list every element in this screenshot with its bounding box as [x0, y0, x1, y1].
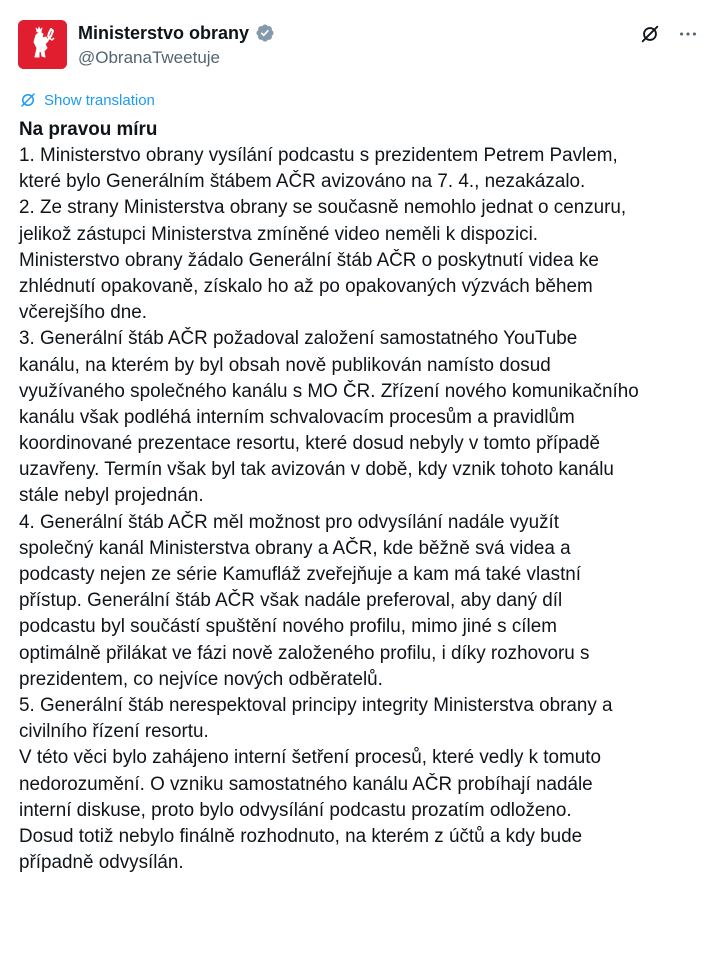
tweet-line: civilního řízení resortu.: [19, 721, 209, 743]
tweet-line: koordinované prezentace resortu, které dosud nebyly v tomto případě: [19, 433, 600, 455]
account-handle[interactable]: @ObranaTweetuje: [78, 48, 221, 67]
tweet-line: které bylo Generálním štábem AČR avizováno na 7. 4., nezakázalo.: [19, 171, 586, 193]
tweet-line: podcastu byl součástí spuštění nového profilu, mimo jiné s cílem: [19, 616, 557, 638]
account-info: [78, 21, 275, 68]
tweet-line: prezidentem, co nejvíce nových odběratelů.: [19, 668, 383, 690]
header-actions: [638, 22, 700, 46]
tweet-line: 1. Ministerstvo obrany vysílání podcastu s prezidentem Petrem Pavlem,: [19, 145, 618, 166]
show-translation-label[interactable]: Show translation: [44, 91, 155, 109]
tweet-title: Na pravou míru: [19, 119, 158, 140]
tweet-text: [19, 117, 719, 876]
tweet-header: [18, 20, 708, 70]
tweet-line: nedorozumění. O vzniku samostatného kanálu AČR probíhají nadále: [19, 773, 593, 795]
tweet-line: 2. Ze strany Ministerstva obrany se současně nemohlo jednat o cenzuru,: [19, 197, 627, 219]
tweet-line: stále nebyl projednán.: [19, 485, 204, 507]
tweet-line: společný kanál Ministerstva obrany a AČR, kde běžně svá videa a: [19, 537, 571, 559]
tweet-line: kanálu, na kterém by byl obsah nově publikován namísto dosud: [19, 354, 551, 376]
tweet-line: 5. Generální štáb nerespektoval principy integrity Ministerstva obrany a: [19, 694, 613, 716]
tweet-line: jelikož zástupci Ministerstva zmíněné video neměli k dispozici.: [19, 223, 539, 245]
tweet-line: interní diskuse, proto bylo odvysílání podcastu prozatím odloženo.: [19, 799, 572, 821]
tweet-line: zhlédnutí opakovaně, získalo ho až po opakovaných výzvách během: [19, 275, 593, 297]
tweet-lines: [19, 143, 719, 876]
tweet-line: uzavřeny. Termín však byl tak avizován v době, kdy vznik tohoto kanálu: [19, 459, 614, 481]
show-translation-link[interactable]: [19, 89, 155, 111]
display-name[interactable]: Ministerstvo obrany: [78, 22, 250, 43]
tweet-line: kanálu však podléhá interním schvalovacím procesům a pravidlům: [19, 406, 575, 428]
tweet-line: Dosud totiž nebylo finálně rozhodnuto, na kterém z účtů a kdy bude: [19, 825, 583, 847]
translate-icon: [19, 91, 37, 109]
more-icon[interactable]: [676, 22, 700, 46]
tweet-line: Ministerstvo obrany žádalo Generální štáb AČR o poskytnutí videa ke: [19, 249, 599, 271]
tweet-line: případně odvysílán.: [19, 852, 184, 874]
tweet-line: přístup. Generální štáb AČR však nadále preferoval, aby daný díl: [19, 590, 563, 612]
tweet-line: podcasty nejen ze série Kamufláž zveřejňuje a kam má také vlastní: [19, 564, 582, 585]
verified-badge-icon[interactable]: [255, 23, 275, 43]
tweet-line: 4. Generální štáb AČR měl možnost pro odvysílání nadále využít: [19, 511, 560, 533]
tweet-line: včerejšího dne.: [19, 302, 147, 324]
tweet-line: 3. Generální štáb AČR požadoval založení samostatného YouTube: [19, 328, 578, 350]
tweet-line: V této věci bylo zahájeno interní šetření procesů, které vedly k tomuto: [19, 747, 601, 769]
tweet-line: optimálně přilákat ve fázi nově založeného profilu, i díky rozhovoru s: [19, 642, 590, 664]
grok-icon[interactable]: [638, 22, 662, 46]
tweet-line: využívaného společného kanálu s MO ČR. Zřízení nového komunikačního: [19, 380, 639, 402]
czech-lion-logo: [18, 20, 67, 69]
avatar[interactable]: [18, 20, 67, 69]
